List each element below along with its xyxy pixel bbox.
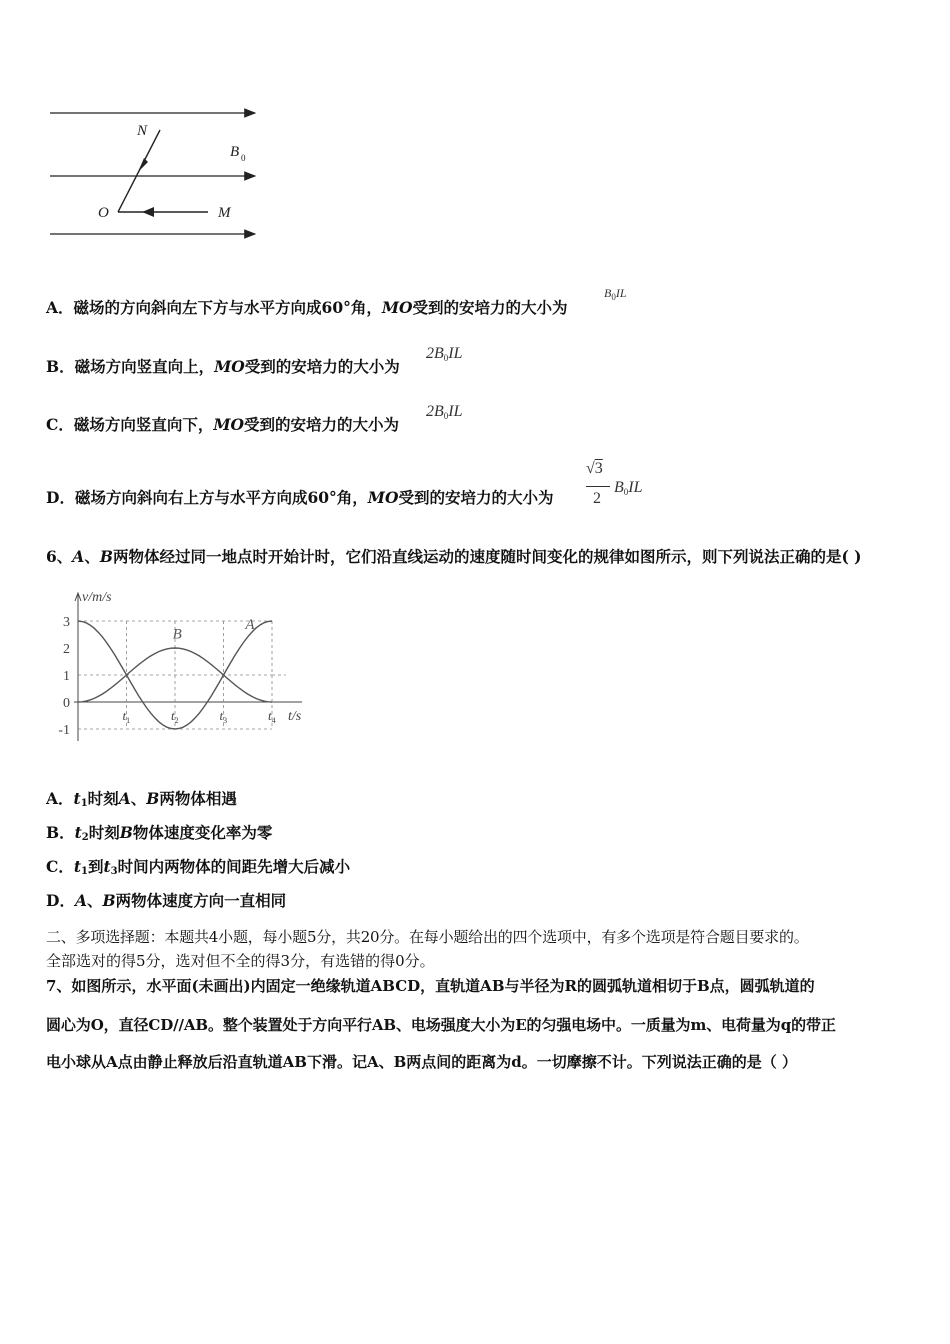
x-tick-label: $t_1$ — [122, 708, 131, 725]
question-6: 6、A、B两物体经过同一地点时开始计时，它们沿直线运动的速度随时间变化的规律如图所示，则下列说法正确的是( ) — [46, 547, 862, 566]
option-5A: A．磁场的方向斜向左下方与水平方向成60°角，MO受到的安培力的大小为 — [46, 298, 568, 317]
formula-5D: $B_0IL$ — [614, 479, 643, 497]
rod-ON-arrow — [138, 158, 148, 172]
y-axis-label: v/m/s — [82, 590, 112, 605]
label-B-sub: 0 — [241, 153, 246, 163]
label-B: B — [230, 144, 240, 160]
label-M: M — [218, 205, 231, 221]
option-5B: B．磁场方向竖直向上，MO受到的安培力的大小为 — [46, 357, 400, 376]
y-tick-label: 1 — [63, 669, 70, 684]
option-6B: B．t2时刻B物体速度变化率为零 — [46, 823, 273, 843]
x-tick-label: $t_4$ — [268, 708, 276, 725]
series-A-label: A — [245, 617, 255, 634]
section-2-line2: 全部选对的得5分，选对但不全的得3分，有选错的得0分。 — [46, 952, 435, 970]
label-O: O — [98, 205, 109, 221]
option-6C: C．t1到t3时间内两物体的间距先增大后减小 — [46, 857, 351, 877]
vt-chart — [40, 585, 330, 745]
x-tick-label: $t_2$ — [171, 708, 179, 725]
formula-5C: $2B_0IL$ — [426, 403, 463, 421]
formula-5A: $B_0IL$ — [604, 286, 627, 302]
rod-MO-arrow — [142, 207, 154, 217]
option-5D: D．磁场方向斜向右上方与水平方向成60°角，MO受到的安培力的大小为 — [46, 488, 554, 507]
y-tick-label: 3 — [63, 615, 70, 630]
y-tick-label: -1 — [58, 723, 70, 738]
option-5C: C．磁场方向竖直向下，MO受到的安培力的大小为 — [46, 415, 400, 434]
series-B-label: B — [172, 626, 182, 643]
x-tick-label: $t_3$ — [219, 708, 228, 725]
question-7-line3: 电小球从A点由静止释放后沿直轨道AB下滑。记A、B两点间的距离为d。一切摩擦不计。下列说法正确的是（ ） — [46, 1053, 797, 1071]
label-N: N — [137, 123, 148, 139]
fraction-sqrt3-over-2: √3 2 — [584, 460, 614, 516]
section-2-line1: 二、多项选择题：本题共4小题，每小题5分，共20分。在每小题给出的四个选项中，有多个选项是符合题目要求的。 — [46, 928, 809, 946]
question-7-line2: 圆心为O，直径CD//AB。整个装置处于方向平行AB、电场强度大小为E的匀强电场中。一质量为m、电荷量为q的带正 — [46, 1016, 836, 1034]
option-6D: D．A、B两物体速度方向一直相同 — [46, 891, 287, 910]
option-6A: A．t1时刻A、B两物体相遇 — [46, 789, 237, 809]
y-tick-label: 0 — [63, 696, 70, 711]
question-7-line1: 7、如图所示，水平面(未画出)内固定一绝缘轨道ABCD，直轨道AB与半径为R的圆弧轨道相切于B点，圆弧轨道的 — [46, 977, 815, 995]
formula-5B: $2B_0IL$ — [426, 345, 463, 363]
y-tick-label: 2 — [63, 642, 70, 657]
figure-magnetic-field — [40, 100, 270, 250]
x-axis-label: t/s — [288, 709, 302, 724]
